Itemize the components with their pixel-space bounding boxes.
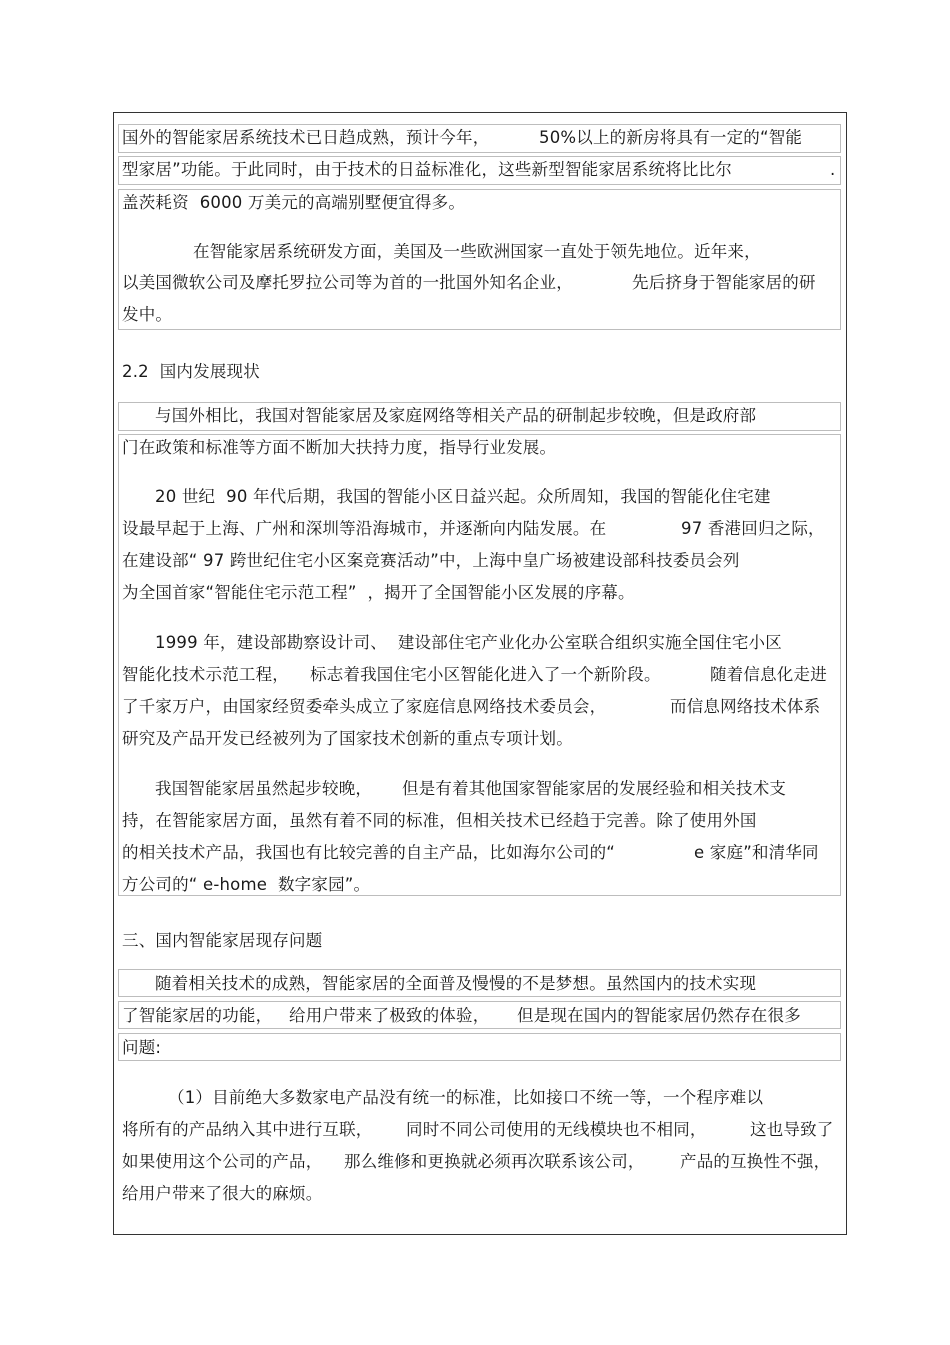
section-heading: 2.2 国内发展现状 [122,362,260,381]
paragraph-line: 给用户带来了极致的体验， [289,1006,490,1025]
paragraph-line: 了智能家居的功能， [122,1006,273,1025]
paragraph-line: 我国智能家居虽然起步较晚， [155,779,373,798]
paragraph-line: 了千家万户，由国家经贸委牵头成立了家庭信息网络技术委员会， [122,697,607,716]
paragraph-line: 随着相关技术的成熟，智能家居的全面普及慢慢的不是梦想。虽然国内的技术实现 [155,974,757,993]
paragraph-line: 以美国微软公司及摩托罗拉公司等为首的一批国外知名企业， [122,273,573,292]
paragraph-line: 国外的智能家居系统技术已日趋成熟，预计今年， [122,128,490,147]
paragraph-line: 产品的互换性不强， [680,1152,831,1171]
paragraph-line: 与国外相比，我国对智能家居及家庭网络等相关产品的研制起步较晚，但是政府部 [155,406,757,425]
paragraph-line: 发中。 [122,305,173,324]
paragraph-line: 标志着我国住宅小区智能化进入了一个新阶段。 [310,665,661,684]
paragraph-line: 型家居”功能。于此同时，由于技术的日益标准化，这些新型智能家居系统将比比尔 [122,160,732,179]
paragraph-line: 先后挤身于智能家居的研 [632,273,816,292]
section-heading: 三、国内智能家居现存问题 [122,931,323,950]
paragraph-line: . [830,160,836,179]
cell-outline [118,1033,841,1061]
paragraph-line: 而信息网络技术体系 [670,697,821,716]
paragraph-line: 50%以上的新房将具有一定的“智能 [539,128,803,147]
paragraph-line: 将所有的产品纳入其中进行互联， [122,1120,373,1139]
paragraph-line: 20 世纪 90 年代后期，我国的智能小区日益兴起。众所周知，我国的智能化住宅建 [155,487,771,506]
paragraph-line: 方公司的“ e-home 数字家园”。 [122,875,371,894]
paragraph-line: 给用户带来了很大的麻烦。 [122,1184,323,1203]
paragraph-line: 的相关技术产品，我国也有比较完善的自主产品，比如海尔公司的“ [122,843,616,862]
paragraph-line: 门在政策和标准等方面不断加大扶持力度，指导行业发展。 [122,438,557,457]
paragraph-line: 在智能家居系统研发方面，美国及一些欧洲国家一直处于领先地位。近年来， [193,242,761,261]
paragraph-line: 但是现在国内的智能家居仍然存在很多 [517,1006,801,1025]
paragraph-line: 为全国首家“智能住宅示范工程” ，揭开了全国智能小区发展的序幕。 [122,583,635,602]
paragraph-line: 这也导致了 [750,1120,834,1139]
paragraph-line: （1）目前绝大多数家电产品没有统一的标准，比如接口不统一等，一个程序难以 [168,1088,764,1107]
paragraph-line: 同时不同公司使用的无线模块也不相同， [406,1120,707,1139]
paragraph-line: 研究及产品开发已经被列为了国家技术创新的重点专项计划。 [122,729,573,748]
paragraph-line: 设最早起于上海、广州和深圳等沿海城市，并逐渐向内陆发展。在 [122,519,607,538]
paragraph-line: 持，在智能家居方面，虽然有着不同的标准，但相关技术已经趋于完善。除了使用外国 [122,811,757,830]
paragraph-line: 1999 年，建设部勘察设计司、 建设部住宅产业化办公室联合组织实施全国住宅小区 [155,633,782,652]
paragraph-line: e 家庭”和清华同 [694,843,819,862]
paragraph-line: 盖茨耗资 6000 万美元的高端别墅便宜得多。 [122,193,466,212]
paragraph-line: 在建设部“ 97 跨世纪住宅小区案竞赛活动”中，上海中皇广场被建设部科技委员会列 [122,551,740,570]
paragraph-line: 但是有着其他国家智能家居的发展经验和相关技术支 [402,779,787,798]
paragraph-line: 智能化技术示范工程， [122,665,289,684]
paragraph-line: 97 香港回归之际， [681,519,825,538]
paragraph-line: 问题: [122,1038,162,1057]
paragraph-line: 随着信息化走进 [710,665,827,684]
paragraph-line: 那么维修和更换就必须再次联系该公司， [344,1152,645,1171]
paragraph-line: 如果使用这个公司的产品， [122,1152,323,1171]
